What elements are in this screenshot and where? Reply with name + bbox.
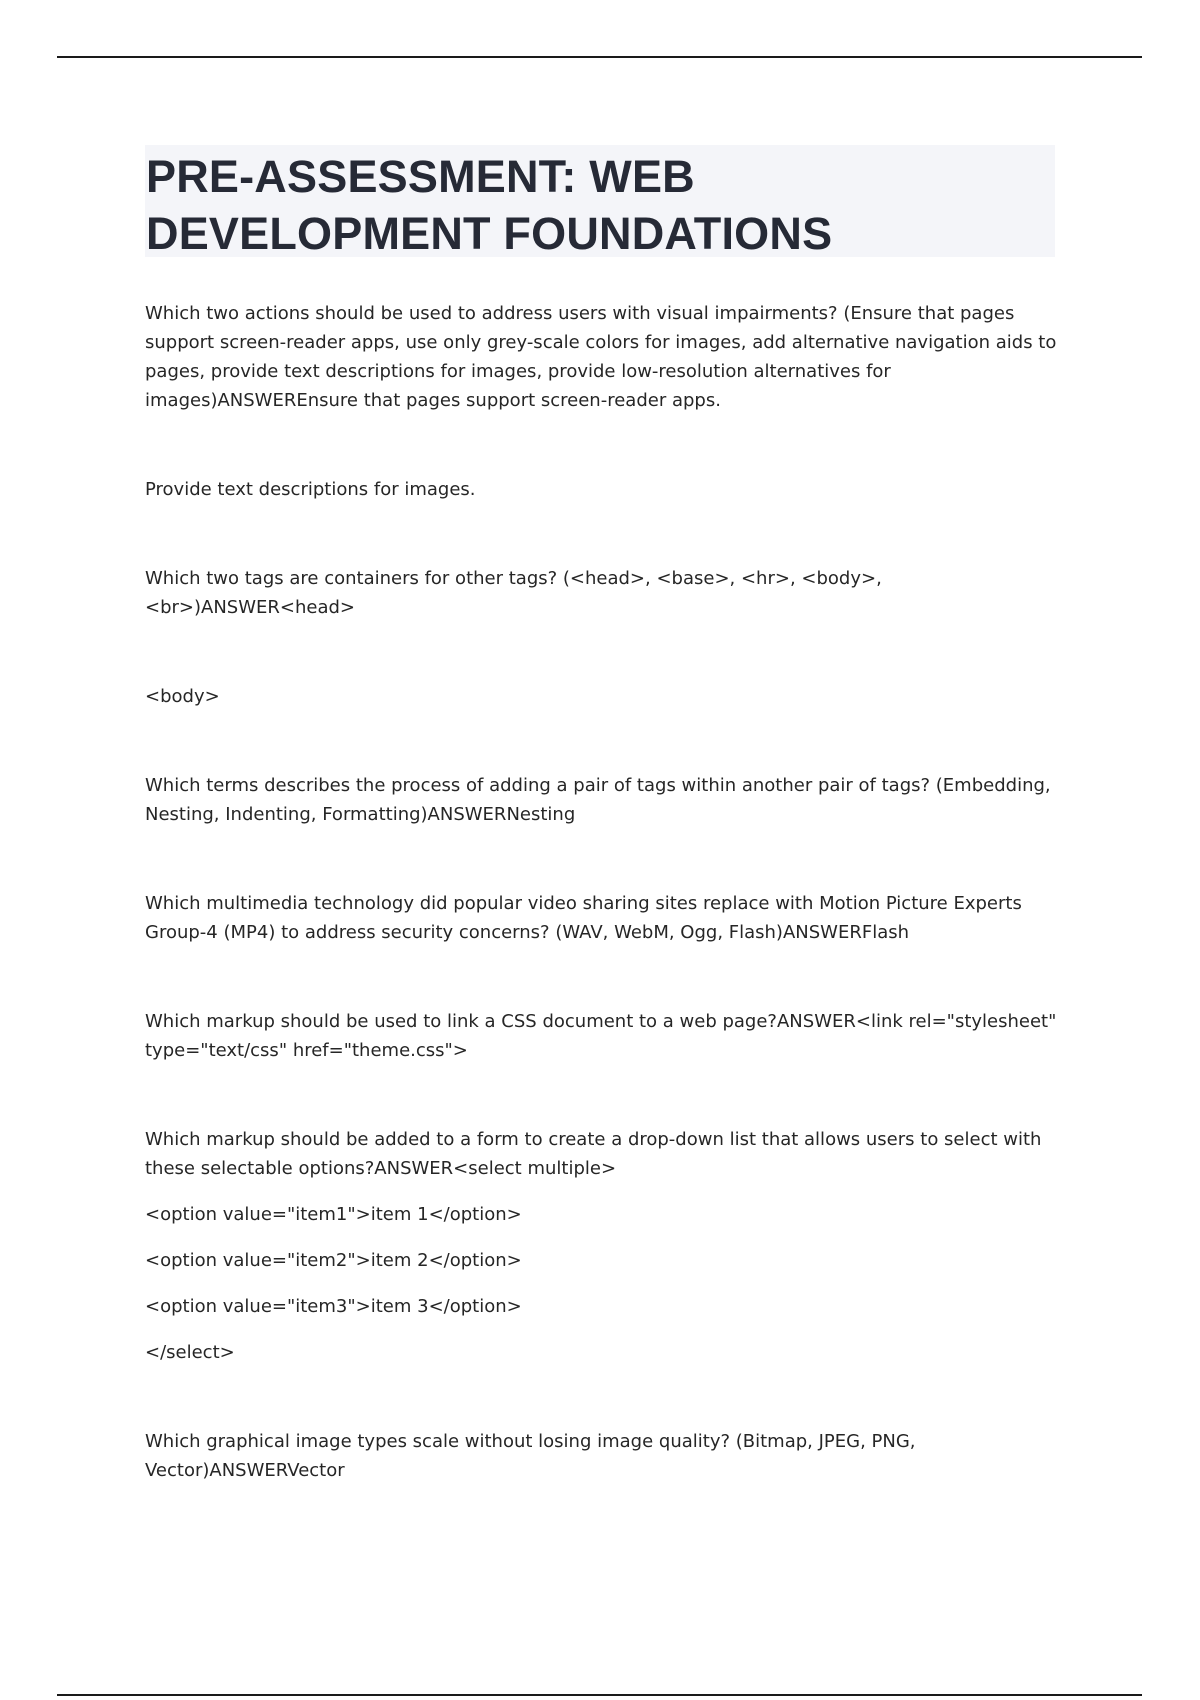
question-paragraph: Which markup should be added to a form to create a drop-down list that allows users to select with these selectable options?ANSWER<select multiple> bbox=[145, 1129, 1048, 1179]
question-paragraph: Which terms describes the process of adding a pair of tags within another pair of tags? (Embedding, Nesting, Indenting, Formatting)ANSWERNesting bbox=[145, 775, 1057, 825]
answer-paragraph: <body> bbox=[145, 686, 220, 707]
answer-paragraph: Provide text descriptions for images. bbox=[145, 479, 476, 500]
question-paragraph: Which markup should be used to link a CSS document to a web page?ANSWER<link rel="stylesheet" type="text/css" href="theme.css"> bbox=[145, 1011, 1063, 1061]
question-paragraph: Which two tags are containers for other tags? (<head>, <base>, <hr>, <body>, <br>)ANSWER<head> bbox=[145, 568, 888, 618]
page-title: PRE-ASSESSMENT: WEB DEVELOPMENT FOUNDATIONS bbox=[146, 151, 833, 259]
question-paragraph: Which graphical image types scale without losing image quality? (Bitmap, JPEG, PNG, Vector)ANSWERVector bbox=[145, 1431, 922, 1481]
top-rule bbox=[57, 56, 1142, 58]
bottom-rule bbox=[57, 1694, 1142, 1696]
question-paragraph: Which two actions should be used to address users with visual impairments? (Ensure that pages support screen-reader apps, use only grey-scale colors for images, add alternative navigation aids to pages, provide text descriptions for images, provide low-resolution alternatives for images)ANSWEREnsure that pages support screen-reader apps. bbox=[145, 303, 1063, 411]
title-banner bbox=[145, 145, 1055, 257]
code-line: <option value="item3">item 3</option> bbox=[145, 1296, 522, 1317]
document-body bbox=[145, 299, 1063, 1485]
code-line: </select> bbox=[145, 1342, 235, 1363]
question-paragraph: Which multimedia technology did popular video sharing sites replace with Motion Picture Experts Group-4 (MP4) to address security concerns? (WAV, WebM, Ogg, Flash)ANSWERFlash bbox=[145, 893, 1028, 943]
code-line: <option value="item1">item 1</option> bbox=[145, 1204, 522, 1225]
code-line: <option value="item2">item 2</option> bbox=[145, 1250, 522, 1271]
